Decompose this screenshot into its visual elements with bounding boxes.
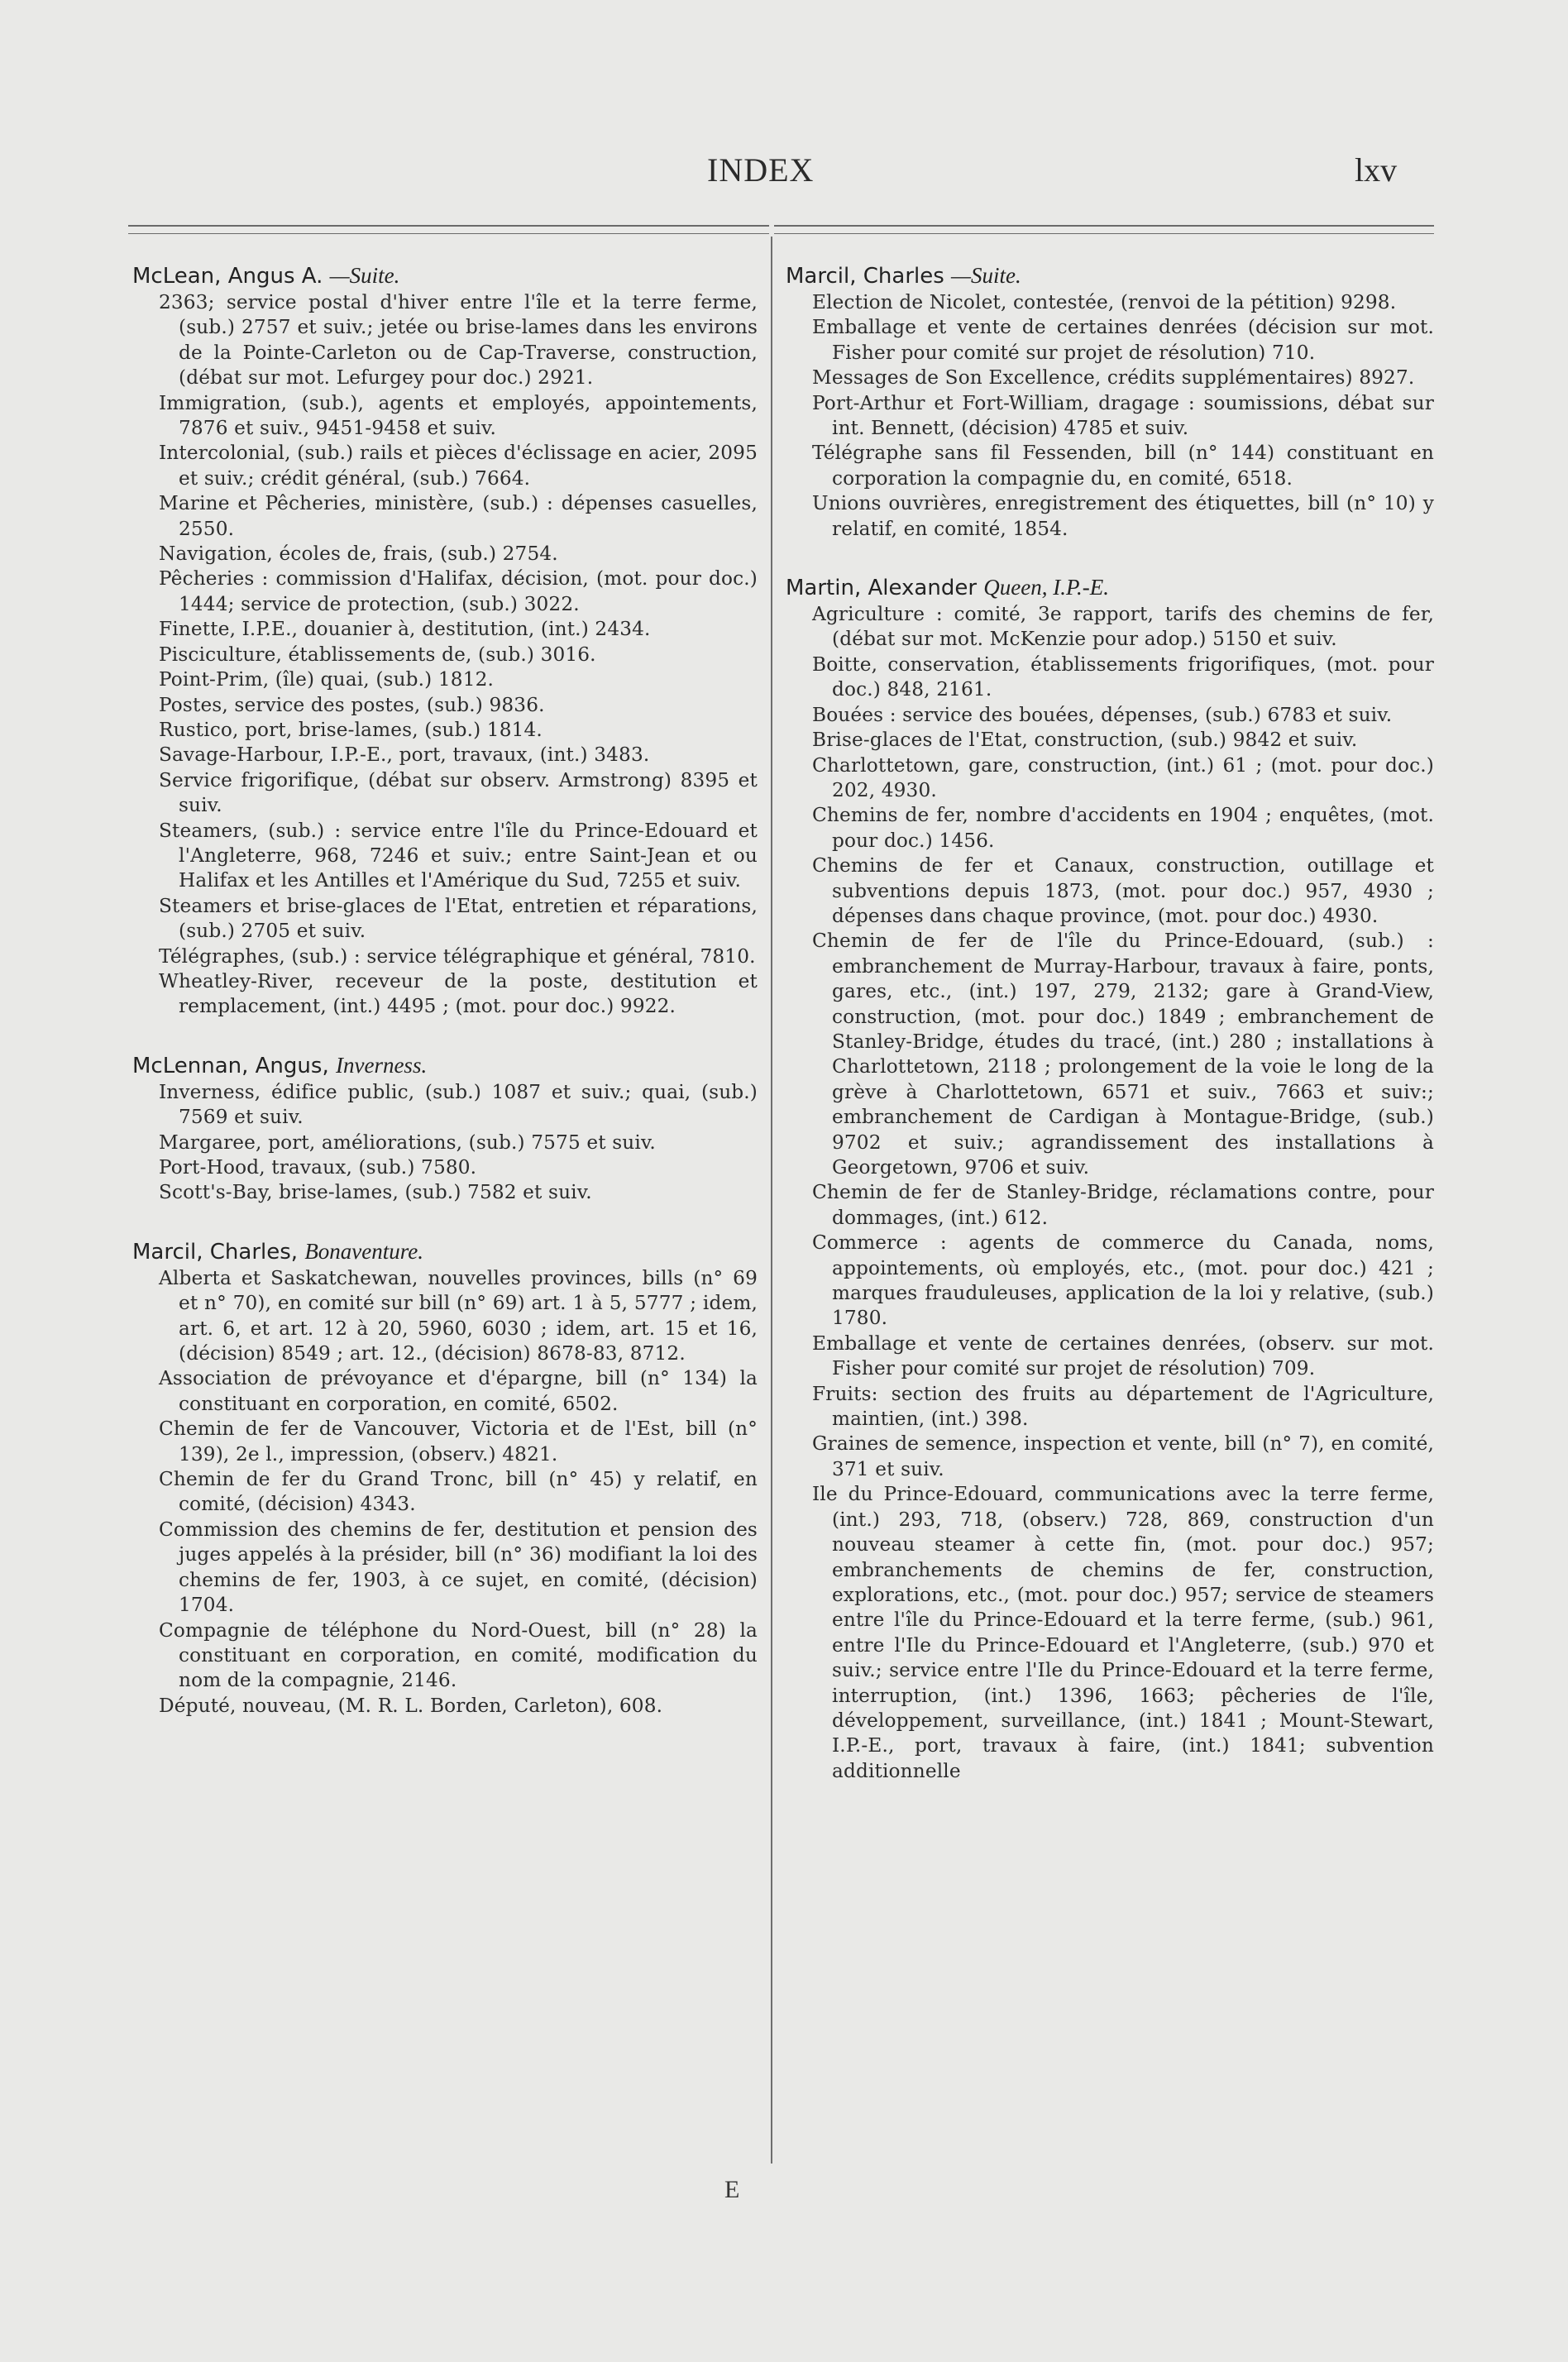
page-title: INDEX: [707, 151, 815, 189]
index-entry: Steamers et brise-glaces de l'Etat, entretien et réparations, (sub.) 2705 et suiv.: [159, 894, 758, 943]
index-entry: Scott's-Bay, brise-lames, (sub.) 7582 et suiv.: [159, 1181, 592, 1204]
index-entry: Boitte, conservation, établissements frigorifiques, (mot. pour doc.) 848, 2161.: [812, 653, 1434, 701]
index-entry: Agriculture : comité, 3e rapport, tarifs des chemins de fer, (débat sur mot. McKenzie pour adop.) 5150 et suiv.: [812, 603, 1434, 651]
index-entry: Pêcheries : commission d'Halifax, décision, (mot. pour doc.) 1444; service de protection, (sub.) 3022.: [159, 567, 758, 615]
index-entry: Rustico, port, brise-lames, (sub.) 1814.: [159, 718, 543, 741]
heading-qualifier: Inverness.: [335, 1052, 428, 1078]
index-entry: Messages de Son Excellence, crédits supplémentaires) 8927.: [812, 366, 1415, 390]
index-entry: Commerce : agents de commerce du Canada, noms, appointements, où employés, etc., (mot. pour doc.) 421 ; marques frauduleuses, application de la loi y relative, (sub.) 1780.: [812, 1231, 1434, 1330]
index-heading: [786, 575, 1434, 600]
heading-qualifier: Queen, I.P.-E.: [983, 575, 1110, 600]
index-entry: Margaree, port, améliorations, (sub.) 7575 et suiv.: [159, 1131, 656, 1154]
right-column: [786, 263, 1434, 1784]
index-entry: Emballage et vente de certaines denrées, (observ. sur mot. Fisher pour comité sur projet de résolution) 709.: [812, 1332, 1434, 1380]
index-entry: Intercolonial, (sub.) rails et pièces d'éclissage en acier, 2095 et suiv.; crédit général, (sub.) 7664.: [159, 442, 758, 490]
heading-qualifier: —Suite.: [951, 263, 1021, 288]
index-entry: Télégraphe sans fil Fessenden, bill (n° 144) constituant en corporation la compagnie du, en comité, 6518.: [812, 442, 1434, 490]
heading-qualifier: Bonaventure.: [304, 1238, 424, 1264]
index-entry: Immigration, (sub.), agents et employés, appointements, 7876 et suiv., 9451-9458 et suiv.: [159, 391, 758, 440]
index-entry: Emballage et vente de certaines denrées (décision sur mot. Fisher pour comité sur projet de résolution) 710.: [812, 316, 1434, 364]
left-column: [132, 263, 758, 1719]
index-entry: Chemin de fer de Stanley-Bridge, réclamations contre, pour dommages, (int.) 612.: [812, 1181, 1434, 1229]
index-entry: Port-Hood, travaux, (sub.) 7580.: [159, 1156, 477, 1179]
index-entry: Chemins de fer et Canaux, construction, outillage et subventions depuis 1873, (mot. pour doc.) 957, 4930 ; dépenses dans chaque province, (mot. pour doc.) 4930.: [812, 854, 1434, 927]
header-rule-left-thin: [128, 233, 769, 234]
index-entry: Chemin de fer de l'île du Prince-Edouard, (sub.) : embranchement de Murray-Harbour, travaux à faire, ponts, gares, etc., (int.) 197, 279, 2132; gare à Grand-View, construction, (mot. pour doc.) 1849 ; embranchement de Stanley-Bridge, études du tracé, (int.) 280 ; installations à Charlottetown, 2118 ; prolongement de la voie le long de la grève à Charlottetown, 6571 et suiv., 7663 et suiv:; embranchement de Cardigan à Montague-Bridge, (sub.) 9702 et suiv.; agrandissement des installations à Georgetown, 9706 et suiv.: [812, 930, 1434, 1179]
index-entry: Port-Arthur et Fort-William, dragage : soumissions, débat sur int. Bennett, (décision) 4785 et suiv.: [812, 391, 1434, 440]
index-entry: Service frigorifique, (débat sur observ. Armstrong) 8395 et suiv.: [159, 768, 758, 817]
heading-name: Marcil, Charles: [786, 264, 944, 289]
index-entry: Télégraphes, (sub.) : service télégraphique et général, 7810.: [159, 944, 756, 968]
index-entry: Chemin de fer du Grand Tronc, bill (n° 45) y relatif, en comité, (décision) 4343.: [159, 1468, 758, 1516]
index-heading: [132, 263, 758, 289]
index-entry: Bouées : service des bouées, dépenses, (sub.) 6783 et suiv.: [812, 703, 1393, 726]
index-entry: Marine et Pêcheries, ministère, (sub.) : dépenses casuelles, 2550.: [159, 492, 758, 540]
index-entry: Chemins de fer, nombre d'accidents en 1904 ; enquêtes, (mot. pour doc.) 1456.: [812, 804, 1434, 852]
heading-name: Martin, Alexander: [786, 576, 978, 601]
index-entry: Ile du Prince-Edouard, communications avec la terre ferme, (int.) 293, 718, (observ.) 728, 869, construction d'un nouveau steamer à cette fin, (mot. pour doc.) 957; embranchements de chemins de fer, construction, explorations, etc., (mot. pour doc.) 957; service de steamers entre l'île du Prince-Edouard et la terre ferme, (sub.) 961, entre l'Ile du Prince-Edouard et l'Angleterre, (sub.) 970 et suiv.; service entre l'Ile du Prince-Edouard et la terre ferme, interruption, (int.) 1396, 1663; pêcheries de l'île, développement, surveillance, (int.) 1841 ; Mount-Stewart, I.P.-E., port, travaux à faire, (int.) 1841; subvention additionnelle: [812, 1483, 1434, 1782]
signature-mark: E: [724, 2176, 740, 2203]
index-entry: Point-Prim, (île) quai, (sub.) 1812.: [159, 668, 495, 691]
index-heading: [132, 1053, 758, 1078]
index-entry: Fruits: section des fruits au département de l'Agriculture, maintien, (int.) 398.: [812, 1382, 1434, 1431]
index-entry: Navigation, écoles de, frais, (sub.) 2754.: [159, 543, 558, 566]
header-rule-right-thin: [774, 233, 1434, 234]
index-entry: Brise-glaces de l'Etat, construction, (sub.) 9842 et suiv.: [812, 729, 1358, 752]
index-entry: Chemin de fer de Vancouver, Victoria et de l'Est, bill (n° 139), 2e l., impression, (observ.) 4821.: [159, 1418, 758, 1465]
index-entry: Wheatley-River, receveur de la poste, destitution et remplacement, (int.) 4495 ; (mot. pour doc.) 9922.: [159, 969, 758, 1018]
index-entry: 2363; service postal d'hiver entre l'île et la terre ferme, (sub.) 2757 et suiv.; jetée ou brise-lames dans les environs de la Pointe-Carleton ou de Cap-Traverse, construction, (débat sur mot. Lefurgey pour doc.) 2921.: [159, 291, 758, 390]
index-entry: Unions ouvrières, enregistrement des étiquettes, bill (n° 10) y relatif, en comité, 1854.: [812, 492, 1434, 540]
index-entry: Association de prévoyance et d'épargne, bill (n° 134) la constituant en corporation, en comité, 6502.: [159, 1367, 758, 1415]
index-entry: Compagnie de téléphone du Nord-Ouest, bill (n° 28) la constituant en corporation, en comité, modification du nom de la compagnie, 2146.: [159, 1618, 758, 1692]
index-entry: Député, nouveau, (M. R. L. Borden, Carleton), 608.: [159, 1694, 663, 1717]
heading-name: Marcil, Charles,: [132, 1239, 299, 1265]
index-entry: Finette, I.P.E., douanier à, destitution, (int.) 2434.: [159, 618, 651, 641]
index-entry: Steamers, (sub.) : service entre l'île du Prince-Edouard et l'Angleterre, 968, 7246 et suiv.; entre Saint-Jean et ou Halifax et les Antilles et l'Amérique du Sud, 7255 et suiv.: [159, 819, 758, 892]
column-divider: [771, 237, 772, 2164]
index-entry: Postes, service des postes, (sub.) 9836.: [159, 693, 545, 716]
heading-name: McLean, Angus A.: [132, 264, 323, 289]
page-number: lxv: [1355, 151, 1398, 189]
index-entry: Commission des chemins de fer, destitution et pension des juges appelés à la présider, bill (n° 36) modifiant la loi des chemins de fer, 1903, à ce sujet, en comité, (décision) 1704.: [159, 1518, 758, 1617]
index-entry: Inverness, édifice public, (sub.) 1087 et suiv.; quai, (sub.) 7569 et suiv.: [159, 1080, 758, 1129]
index-entry: Alberta et Saskatchewan, nouvelles provinces, bills (n° 69 et n° 70), en comité sur bill (n° 69) art. 1 à 5, 5777 ; idem, art. 6, et art. 12 à 20, 5960, 6030 ; idem, art. 15 et 16, (décision) 8549 ; art. 12., (décision) 8678-83, 8712.: [159, 1266, 758, 1365]
index-entry: Graines de semence, inspection et vente, bill (n° 7), en comité, 371 et suiv.: [812, 1432, 1434, 1480]
running-head: [0, 151, 1568, 200]
index-entry: Charlottetown, gare, construction, (int.) 61 ; (mot. pour doc.) 202, 4930.: [812, 753, 1434, 801]
heading-name: McLennan, Angus,: [132, 1053, 329, 1078]
header-rule-left: [128, 225, 769, 227]
index-entry: Pisciculture, établissements de, (sub.) 3016.: [159, 643, 596, 666]
index-entry: Savage-Harbour, I.P.-E., port, travaux, (int.) 3483.: [159, 744, 650, 767]
index-entry: Election de Nicolet, contestée, (renvoi de la pétition) 9298.: [812, 291, 1397, 313]
index-heading: [132, 1239, 758, 1265]
index-heading: [786, 263, 1434, 289]
header-rule-right: [774, 225, 1434, 227]
heading-qualifier: —Suite.: [329, 263, 400, 288]
